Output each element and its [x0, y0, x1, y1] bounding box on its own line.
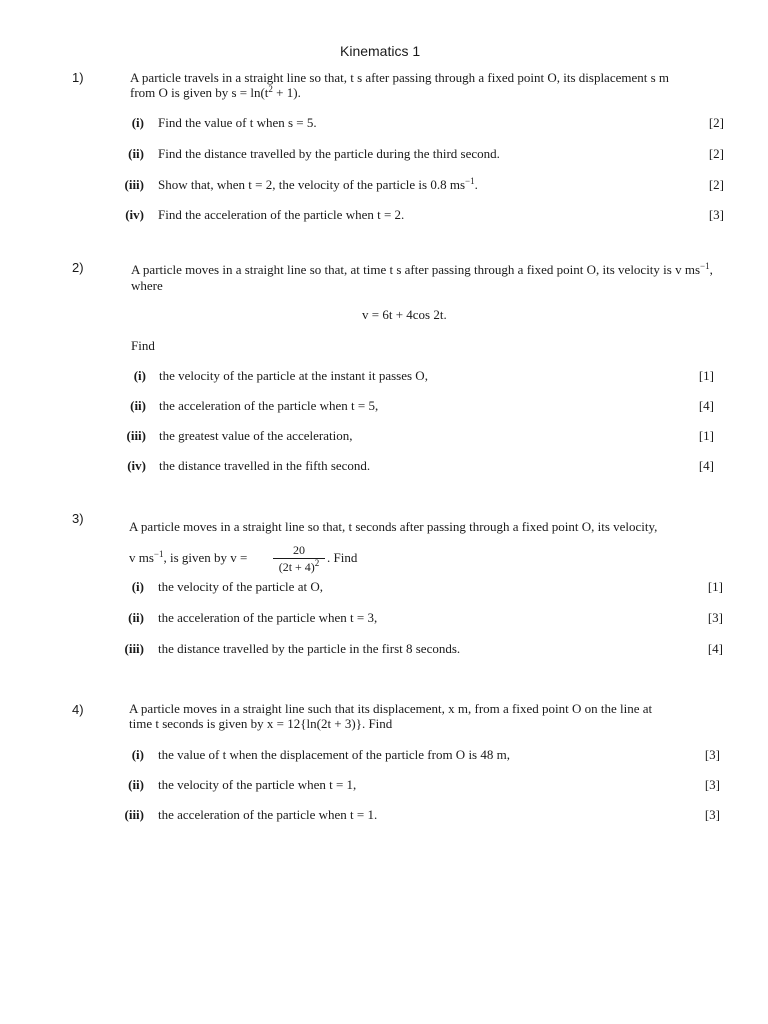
part-label: (i) — [131, 579, 144, 594]
part-marks: [1] — [698, 428, 714, 443]
question-number: 2) — [72, 260, 84, 275]
part-label: (iii) — [124, 177, 144, 192]
part-marks: [4] — [707, 641, 723, 656]
part-text: the value of t when the displacement of the particle from O is 48 m, — [158, 747, 510, 762]
part-marks: [4] — [698, 398, 714, 413]
part-marks: [2] — [708, 146, 724, 161]
part-text: the greatest value of the acceleration, — [159, 428, 353, 443]
part-label: (iv) — [127, 458, 146, 473]
part-marks: [3] — [707, 610, 723, 625]
part-marks: [3] — [708, 207, 724, 222]
part-label: (iii) — [126, 428, 146, 443]
part-marks: [3] — [704, 807, 720, 822]
part-text: the distance travelled in the fifth second. — [159, 458, 371, 473]
part-label: (ii) — [130, 398, 146, 413]
question-stem-line: where — [131, 278, 163, 293]
part-text: the velocity of the particle at the instant it passes O, — [159, 368, 428, 383]
part-marks: [2] — [708, 115, 724, 130]
part-label: (ii) — [128, 146, 144, 161]
equation: v = 6t + 4cos 2t. — [362, 307, 447, 322]
part-text: Show that, when t = 2, the velocity of the particle is 0.8 $ms^{-1}$. — [158, 176, 478, 192]
part-text: the velocity of the particle when t = 1, — [158, 777, 357, 792]
part-marks: [4] — [698, 458, 714, 473]
part-text: Find the acceleration of the particle when t = 2. — [158, 207, 405, 222]
part-text: the acceleration of the particle when t = 5, — [159, 398, 379, 413]
part-label: (ii) — [128, 610, 144, 625]
question-stem-line: from O is given by $s = \ln(t^2 + 1)$. — [130, 84, 301, 100]
question-number: 3) — [72, 511, 84, 526]
question-stem-line: v $ms^{-1}$, is given by v = — [129, 549, 248, 565]
part-text: the acceleration of the particle when t = 3, — [158, 610, 378, 625]
part-text: Find the distance travelled by the particle during the third second. — [158, 146, 500, 161]
fraction-denominator: $(2t + 4)^2$ — [278, 558, 320, 574]
question-stem-line: time t seconds is given by x = 12{ln(2t + 3)}. Find — [129, 716, 393, 731]
part-marks: [2] — [708, 177, 724, 192]
page-title: Kinematics 1 — [340, 43, 421, 59]
part-marks: [3] — [704, 747, 720, 762]
question-number: 1) — [72, 70, 84, 85]
part-label: (i) — [131, 747, 144, 762]
part-label: (i) — [131, 115, 144, 130]
part-label: (i) — [133, 368, 146, 383]
part-label: (ii) — [128, 777, 144, 792]
part-label: (iii) — [124, 641, 144, 656]
part-text: the distance travelled by the particle in the first 8 seconds. — [158, 641, 461, 656]
fraction-numerator: 20 — [293, 543, 305, 557]
velocity-fraction — [273, 544, 325, 573]
part-text: the acceleration of the particle when t = 1. — [158, 807, 378, 822]
part-marks: [1] — [698, 368, 714, 383]
part-marks: [3] — [704, 777, 720, 792]
question-stem-line: A particle moves in a straight line so that, at time t s after passing through a fixed point O, its velocity is v $ms^{-1}$, — [131, 261, 713, 277]
part-label: (iii) — [124, 807, 144, 822]
question-stem-line: A particle travels in a straight line so that, t s after passing through a fixed point O, its displacement s m — [130, 70, 670, 85]
question-number: 4) — [72, 702, 84, 717]
question-stem-line: A particle moves in a straight line such that its displacement, x m, from a fixed point O on the line at — [129, 701, 653, 716]
find-label: . Find — [327, 550, 358, 565]
part-text: Find the value of t when s = 5. — [158, 115, 317, 130]
part-label: (iv) — [125, 207, 144, 222]
question-stem-line: A particle moves in a straight line so that, t seconds after passing through a fixed point O, its velocity, — [129, 519, 658, 534]
part-text: the velocity of the particle at O, — [158, 579, 323, 594]
find-label: Find — [131, 338, 155, 353]
part-marks: [1] — [707, 579, 723, 594]
